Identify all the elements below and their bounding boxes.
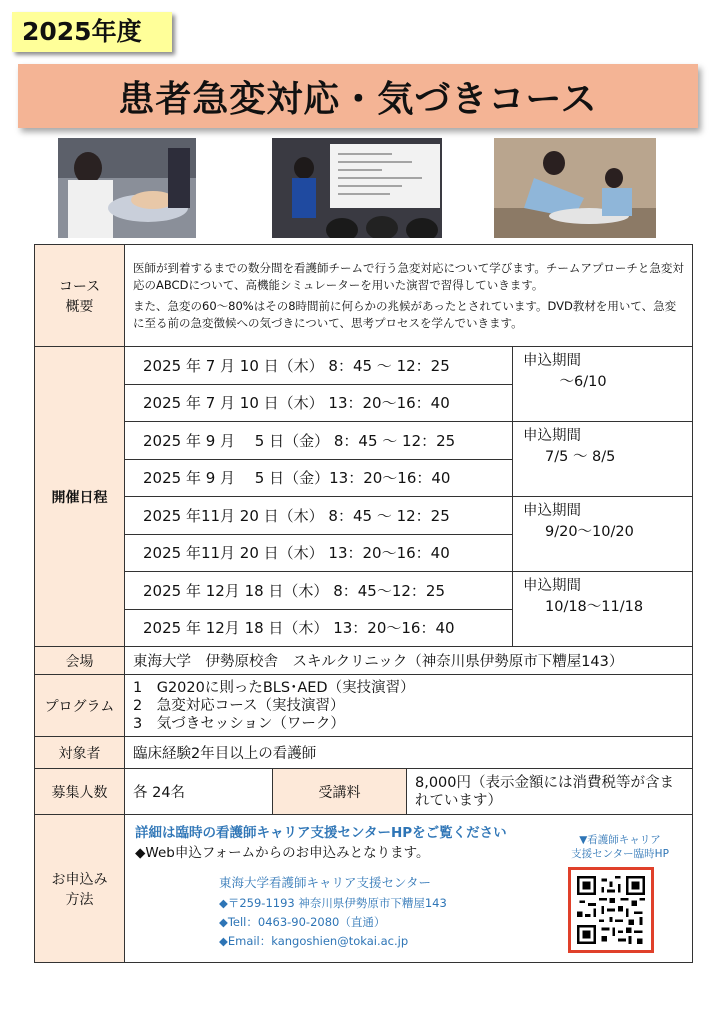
application-period: [513, 572, 693, 647]
overview-text: [125, 245, 693, 347]
target-value: 臨床経験2年目以上の看護師: [125, 737, 693, 769]
schedule-date: 2025 年 7 月 10 日（木） 8：45 ～ 12：25: [125, 347, 513, 385]
venue-row: [35, 647, 693, 675]
year-badge: 2025年度: [12, 12, 172, 52]
cpr-training-photo: [494, 138, 656, 238]
qr-code-icon[interactable]: [568, 867, 654, 953]
lecture-whiteboard-photo: [272, 138, 442, 238]
contact-address: ◆〒259-1193 神奈川県伊勢原市下糟屋143: [219, 896, 447, 910]
schedule-row: [35, 347, 693, 385]
overview-paragraph-2: また、急変の60～80%はその8時間前に何らかの兆候があったとされています。DVD教材を用いて、急変に至る前の急変徴候への気づきについて、思考プロセスを学んでいきます。: [133, 298, 677, 330]
qr-caption: ▼看護師キャリア 支援センター臨時HP: [571, 834, 669, 860]
course-info-table: [34, 244, 693, 963]
target-row: [35, 737, 693, 769]
schedule-row: [35, 497, 693, 535]
overview-label: コース 概要: [35, 245, 125, 347]
schedule-date: 2025 年 9 月 5 日（金） 8：45 ～ 12：25: [125, 422, 513, 460]
overview-paragraph-1: 医師が到着するまでの数分間を看護師チームで行う急変対応について学びます。チームアプローチと急変対応のABCDについて、高機能シミュレーターを用いた演習で習得していきます。: [133, 260, 684, 292]
students-with-simulator-photo: [58, 138, 196, 238]
schedule-date: 2025 年11月 20 日（木） 13：20～16：40: [125, 534, 513, 572]
program-row: [35, 675, 693, 737]
period-label: 申込期間: [523, 428, 581, 444]
schedule-date: 2025 年 9 月 5 日（金）13：20～16：40: [125, 459, 513, 497]
apply-label: お申込み 方法: [35, 815, 125, 963]
contact-phone: ◆Tell：0463-90-2080（直通）: [219, 915, 386, 929]
overview-row: [35, 245, 693, 347]
period-label: 申込期間: [523, 353, 581, 369]
program-item: 1 G2020に則ったBLS･AED（実技演習）: [133, 679, 415, 696]
recruit-label: 募集人数: [35, 769, 125, 815]
period-value: 9/20～10/20: [545, 524, 634, 540]
schedule-date: 2025 年 12月 18 日（木） 8：45～12：25: [125, 572, 513, 610]
venue-value: 東海大学 伊勢原校舎 スキルクリニック（神奈川県伊勢原市下糟屋143）: [125, 647, 693, 675]
schedule-label: 開催日程: [35, 347, 125, 647]
career-center-hp-link[interactable]: 詳細は臨時の看護師キャリア支援センターHPをご覧ください: [135, 825, 507, 841]
program-list: [125, 675, 693, 737]
schedule-date: 2025 年11月 20 日（木） 8：45 ～ 12：25: [125, 497, 513, 535]
schedule-date: 2025 年 7 月 10 日（木） 13：20～16：40: [125, 384, 513, 422]
center-name: 東海大学看護師キャリア支援センター: [219, 875, 432, 890]
title-banner: [18, 64, 698, 128]
program-item: 2 急変対応コース（実技演習）: [133, 697, 345, 714]
fee-label: 受講料: [273, 769, 407, 815]
web-apply-note: ◆Web申込フォームからのお申込みとなります。: [135, 845, 430, 861]
application-period: [513, 347, 693, 422]
target-label: 対象者: [35, 737, 125, 769]
program-label: プログラム: [35, 675, 125, 737]
fee-value: 8,000円（表示金額には消費税等が含まれています）: [407, 769, 693, 815]
schedule-date: 2025 年 12月 18 日（木） 13：20～16：40: [125, 609, 513, 647]
application-period: [513, 497, 693, 572]
period-label: 申込期間: [523, 578, 581, 594]
period-value: 7/5 ～ 8/5: [545, 449, 616, 465]
program-item: 3 気づきセッション（ワーク）: [133, 715, 345, 732]
apply-row: [35, 815, 693, 963]
recruit-value: 各 24名: [125, 769, 273, 815]
venue-label: 会場: [35, 647, 125, 675]
page-title: 患者急変対応・気づきコース: [118, 78, 598, 120]
period-label: 申込期間: [523, 503, 581, 519]
contact-email[interactable]: ◆Email：kangoshien@tokai.ac.jp: [219, 934, 409, 948]
recruit-row: [35, 769, 693, 815]
schedule-row: [35, 572, 693, 610]
period-value: ～6/10: [545, 374, 607, 390]
period-value: 10/18～11/18: [545, 599, 644, 615]
apply-cell: [125, 815, 693, 963]
schedule-row: [35, 422, 693, 460]
application-period: [513, 422, 693, 497]
